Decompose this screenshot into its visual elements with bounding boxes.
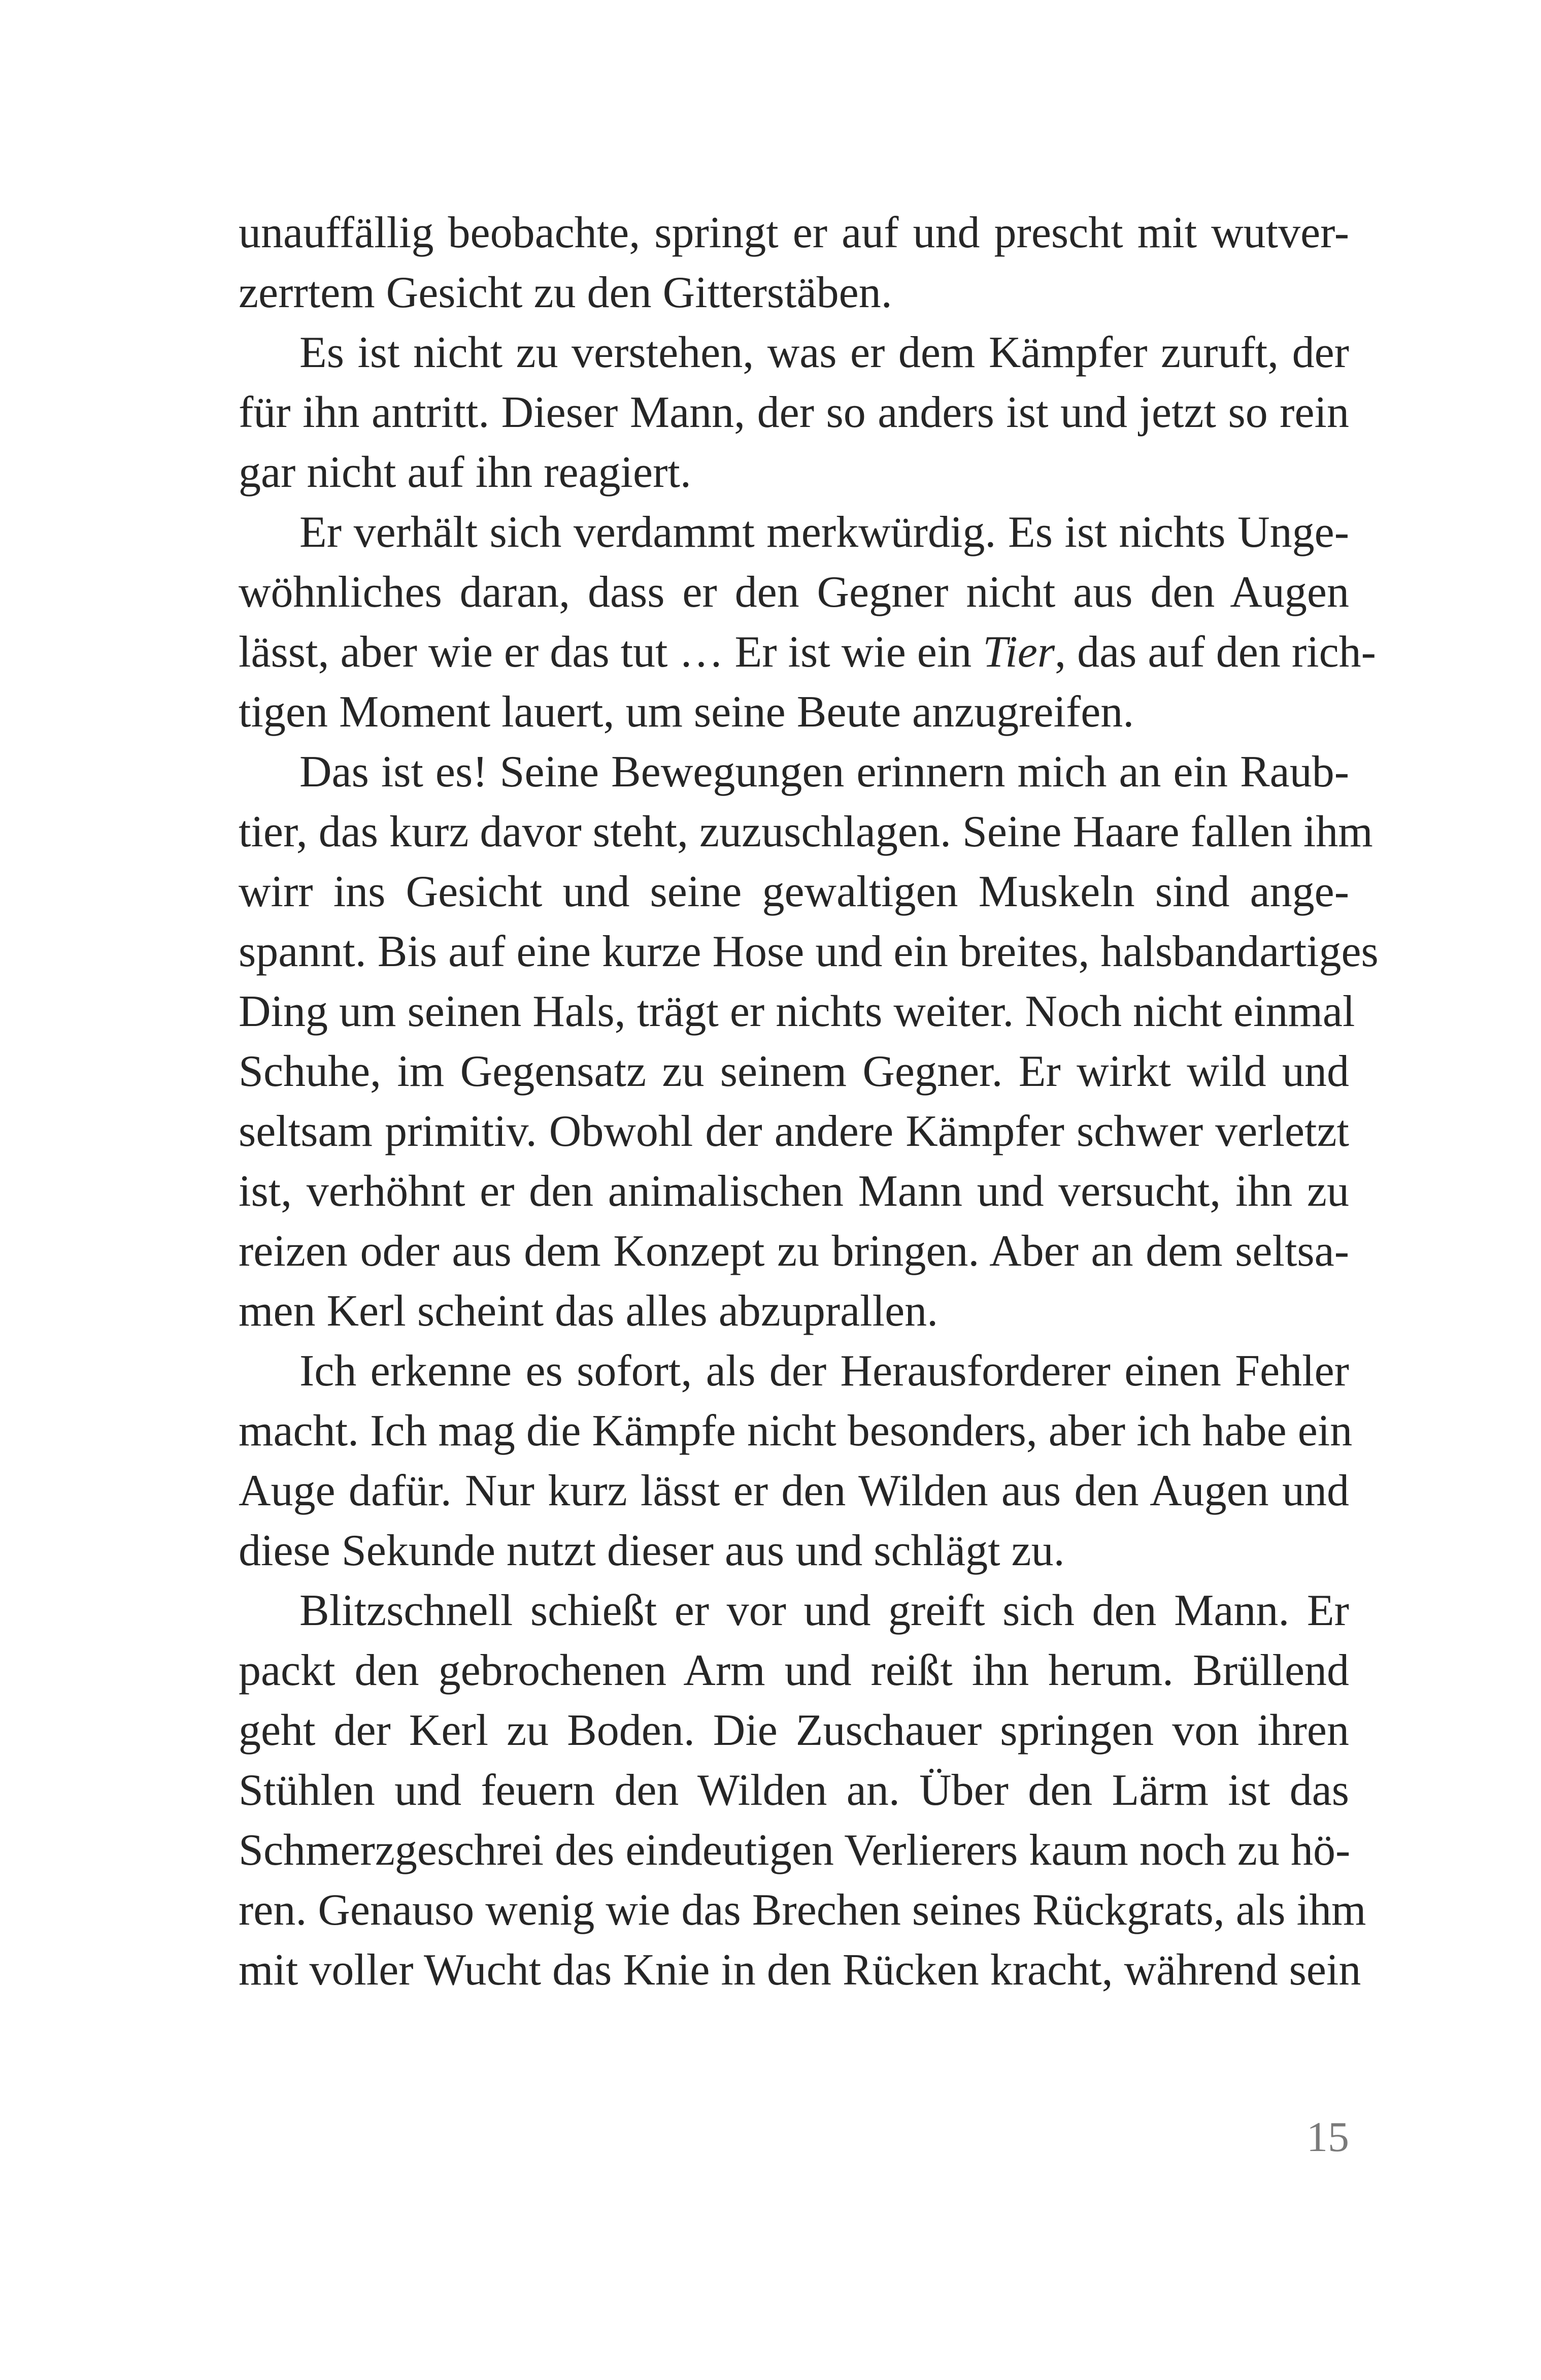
text-line: Blitzschnell schießt er vor und greift sich den Mann. Er	[299, 1586, 1349, 1635]
text-line: Er verhält sich verdammt merkwürdig. Es ist nichts Unge-	[299, 508, 1349, 557]
text-line: spannt. Bis auf eine kurze Hose und ein breites, halsbandartiges	[239, 927, 1379, 976]
text-line: Es ist nicht zu verstehen, was er dem Kämpfer zuruft, der	[299, 328, 1349, 377]
body-text	[239, 203, 1379, 2000]
text-line: für ihn antritt. Dieser Mann, der so anders ist und jetzt so rein	[239, 388, 1349, 437]
text-line: Ding um seinen Hals, trägt er nichts weiter. Noch nicht einmal	[239, 987, 1355, 1036]
text-line: reizen oder aus dem Konzept zu bringen. Aber an dem seltsa-	[239, 1227, 1349, 1276]
text-line: Das ist es! Seine Bewegungen erinnern mich an ein Raub-	[299, 747, 1349, 797]
text-line: Schuhe, im Gegensatz zu seinem Gegner. Er wirkt wild und	[239, 1047, 1349, 1096]
text-line: Stühlen und feuern den Wilden an. Über den Lärm ist das	[239, 1766, 1349, 1815]
text-line: wöhnliches daran, dass er den Gegner nicht aus den Augen	[239, 568, 1349, 617]
text-line: gar nicht auf ihn reagiert.	[239, 448, 691, 497]
text-line: tigen Moment lauert, um seine Beute anzugreifen.	[239, 687, 1134, 737]
text-line: Auge dafür. Nur kurz lässt er den Wilden aus den Augen und	[239, 1466, 1349, 1515]
text-line: seltsam primitiv. Obwohl der andere Kämpfer schwer verletzt	[239, 1107, 1349, 1156]
text-line: geht der Kerl zu Boden. Die Zuschauer springen von ihren	[239, 1706, 1349, 1755]
text-line: Schmerzgeschrei des eindeutigen Verlierers kaum noch zu hö-	[239, 1826, 1351, 1875]
text-line: men Kerl scheint das alles abzuprallen.	[239, 1286, 939, 1336]
emphasized-word: Tier	[983, 627, 1055, 677]
text-line: unauffällig beobachte, springt er auf und prescht mit wutver-	[239, 208, 1349, 257]
text-line: zerrtem Gesicht zu den Gitterstäben.	[239, 268, 892, 317]
text-line: macht. Ich mag die Kämpfe nicht besonders, aber ich habe ein	[239, 1406, 1353, 1456]
text-line: packt den gebrochenen Arm und reißt ihn herum. Brüllend	[239, 1646, 1349, 1695]
page-number: 15	[1306, 2113, 1349, 2161]
text-line: mit voller Wucht das Knie in den Rücken kracht, während sein	[239, 1945, 1361, 1995]
text-line: lässt, aber wie er das tut … Er ist wie ein Tier, das auf den rich-	[239, 627, 1376, 677]
text-line: tier, das kurz davor steht, zuzuschlagen. Seine Haare fallen ihm	[239, 807, 1373, 856]
text-line: Ich erkenne es sofort, als der Herausforderer einen Fehler	[299, 1346, 1349, 1396]
text-line: diese Sekunde nutzt dieser aus und schlägt zu.	[239, 1526, 1065, 1575]
text-line: ist, verhöhnt er den animalischen Mann und versucht, ihn zu	[239, 1167, 1349, 1216]
text-line: wirr ins Gesicht und seine gewaltigen Muskeln sind ange-	[239, 867, 1349, 916]
text-line: ren. Genauso wenig wie das Brechen seines Rückgrats, als ihm	[239, 1886, 1366, 1935]
